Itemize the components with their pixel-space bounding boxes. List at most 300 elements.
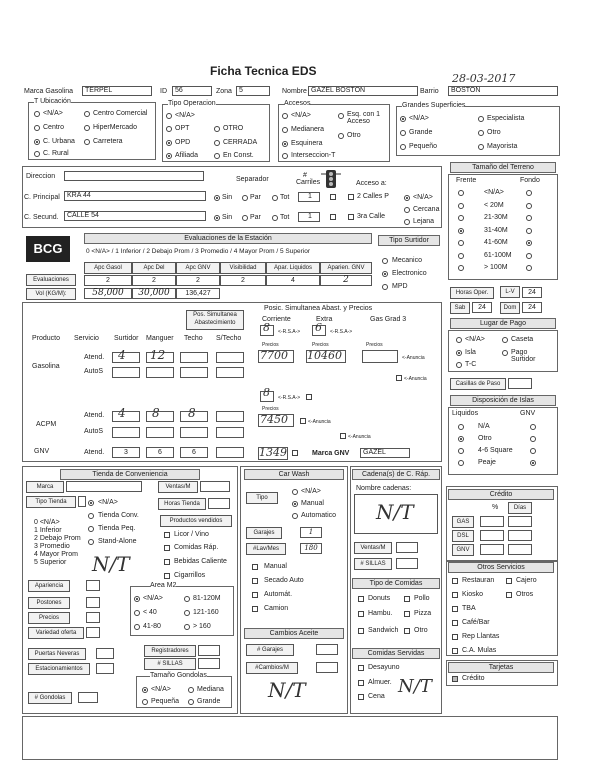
tipo-tienda-label: Tipo Tienda: [26, 496, 76, 508]
lv-label: L-V: [500, 286, 520, 298]
operacion-opd-radio[interactable]: [166, 140, 172, 146]
operacion-cerrada-label: CERRADA: [223, 139, 258, 146]
tres-calle-label: 3ra Calle: [357, 213, 386, 220]
area-41-radio[interactable]: [134, 624, 140, 630]
credito-gnv-label: GNV: [452, 544, 474, 556]
cadenas-sillas-label: # SILLAS: [354, 558, 392, 570]
ubicacion-urbana-radio[interactable]: [34, 139, 40, 145]
col-techo: Techo: [184, 335, 203, 342]
superficies-grande-radio[interactable]: [400, 130, 406, 136]
islas-title: Disposición de Islas: [450, 395, 556, 406]
carwash-manual-radio[interactable]: [292, 501, 298, 507]
ubicacion-hiper-label: HiperMercado: [93, 124, 137, 131]
islas-gnv-radio[interactable]: [530, 436, 536, 442]
otros-restauran-check[interactable]: [452, 578, 458, 584]
calle-secundaria-field[interactable]: CALLE 54: [64, 211, 206, 221]
zona-field[interactable]: 5: [236, 86, 270, 96]
precios-field[interactable]: [86, 612, 100, 623]
operacion-opt-radio[interactable]: [166, 126, 172, 132]
gasolina-precio-corriente-value: 7700: [260, 349, 288, 362]
dos-calles-check[interactable]: [348, 194, 354, 200]
credito-gnv-dias[interactable]: [508, 544, 532, 555]
tienda-tipo-stand-radio[interactable]: [88, 539, 94, 545]
carwash-opt-automat-check[interactable]: [252, 592, 258, 598]
accesos-esquinera-radio[interactable]: [282, 141, 288, 147]
tipo-tienda-field[interactable]: [78, 496, 86, 507]
tienda-scale-2: 2 Debajo Prom: [34, 535, 81, 542]
acceso-lejana-label: Lejana: [413, 218, 435, 225]
otros-cafe-label: Café/Bar: [462, 619, 490, 626]
ubicacion-carretera-radio[interactable]: [84, 139, 90, 145]
surtidor-mpd-radio[interactable]: [382, 284, 388, 290]
vol-gnv-field[interactable]: 136,427: [176, 288, 220, 299]
horas-tienda-field[interactable]: [208, 498, 230, 509]
casillas-paso-field[interactable]: [508, 378, 532, 389]
area-121-radio[interactable]: [184, 610, 190, 616]
eval-col-visibilidad: Visibilidad: [220, 262, 266, 274]
acceso-na-radio[interactable]: [404, 195, 410, 201]
principal-par-radio[interactable]: [242, 195, 248, 201]
casillas-paso-label: Casillas de Paso: [450, 378, 506, 390]
comida-sandwich-check[interactable]: [358, 628, 364, 634]
area-40-radio[interactable]: [134, 610, 140, 616]
gnv-anuncia-check[interactable]: [292, 450, 298, 456]
comida-hambu-check[interactable]: [358, 611, 364, 617]
carwash-na-radio[interactable]: [292, 489, 298, 495]
gasolina-autos-techo[interactable]: [180, 367, 208, 378]
acceso-lejana-radio[interactable]: [404, 219, 410, 225]
comida-donuts-label: Donuts: [368, 595, 391, 602]
islas-gnv-radio[interactable]: [530, 448, 536, 454]
pago-tc-radio[interactable]: [456, 362, 462, 368]
precios-label: Precios: [28, 612, 70, 624]
marca-gasolina-field[interactable]: TERPEL: [82, 86, 152, 96]
credito-gas-pct[interactable]: [480, 516, 504, 527]
acpm-anuncia2-check[interactable]: [340, 433, 346, 439]
otros-llantas-check[interactable]: [452, 634, 458, 640]
gnv-techo-field[interactable]: 6: [180, 447, 208, 458]
gnv-stecho-field[interactable]: [216, 447, 244, 458]
horas-tienda-label: Horas Tienda: [158, 498, 206, 510]
gondola-na-radio[interactable]: [142, 687, 148, 693]
carwash-auto-radio[interactable]: [292, 513, 298, 519]
terreno-fondo-radio[interactable]: [526, 228, 532, 234]
gasolina-anuncia-check[interactable]: [396, 375, 402, 381]
operacion-enconst-radio[interactable]: [214, 153, 220, 159]
cadenas-sillas-field[interactable]: [396, 558, 418, 569]
estacionamientos-label: Estacionamientos: [28, 663, 90, 675]
otros-tba-check[interactable]: [452, 606, 458, 612]
id-field[interactable]: 56: [172, 86, 212, 96]
terreno-option-label: 41-60M: [484, 239, 508, 246]
eval-value-apar-liquidos[interactable]: 4: [266, 275, 320, 286]
islas-option-label: 4-6 Square: [478, 447, 513, 454]
gasolina-precio2-label: Precios: [312, 342, 329, 348]
acpm-autos-stecho[interactable]: [216, 427, 244, 438]
acpm-autos-label: AutoS: [84, 428, 104, 435]
postones-field[interactable]: [86, 597, 100, 608]
credito-pct-label: %: [492, 504, 499, 511]
islas-option-label: N/A: [478, 423, 490, 430]
secundaria-sin-radio[interactable]: [214, 215, 220, 221]
acpm-atend-label: Atend.: [84, 412, 105, 419]
accesos-medianera-radio[interactable]: [282, 127, 288, 133]
otros-cajero-check[interactable]: [506, 578, 512, 584]
tarjeta-credito-check[interactable]: [452, 676, 458, 682]
desayuno-check[interactable]: [358, 665, 364, 671]
notes-box[interactable]: [22, 716, 558, 760]
gasolina-techo-cell[interactable]: [180, 352, 208, 363]
islas-gnv-radio[interactable]: [530, 460, 536, 466]
operacion-afiliada-label: Afiliada: [175, 152, 198, 159]
acceso-cercana-radio[interactable]: [404, 207, 410, 213]
superficies-otro-radio[interactable]: [478, 130, 484, 136]
islas-liquidos-radio[interactable]: [458, 436, 464, 442]
surtidor-mecanico-radio[interactable]: [382, 258, 388, 264]
estacionamientos-field[interactable]: [96, 663, 114, 674]
carwash-opt-automat-label: Automát.: [264, 591, 293, 598]
operacion-afiliada-radio[interactable]: [166, 153, 172, 159]
gasolina-autos-label: AutoS: [84, 368, 104, 375]
acpm-rsa-check[interactable]: [306, 394, 312, 400]
sab-field[interactable]: 24: [472, 302, 492, 313]
acpm-surtidor-value: 4: [118, 406, 126, 420]
gasolina-autos-surtidor[interactable]: [112, 367, 140, 378]
registradores-label: Registradores: [144, 645, 196, 657]
pago-caseta-radio[interactable]: [502, 337, 508, 343]
secundaria-tot-radio[interactable]: [272, 215, 278, 221]
gondola-mediana-label: Mediana: [197, 686, 224, 693]
registradores-field[interactable]: [198, 645, 220, 656]
comida-pollo-check[interactable]: [404, 596, 410, 602]
islas-liquidos-radio[interactable]: [458, 424, 464, 430]
terreno-frente-radio[interactable]: [458, 215, 464, 221]
cambios-cambios-field[interactable]: [316, 662, 338, 673]
credito-gas-label: GAS: [452, 516, 474, 528]
gondola-na-label: <N/A>: [151, 686, 171, 693]
col-surtidor: Surtidor: [114, 335, 139, 342]
ubicacion-urbana-label: C. Urbana: [43, 138, 75, 145]
carwash-garajes-label: Garajes: [246, 527, 282, 539]
terreno-fondo-radio[interactable]: [526, 215, 532, 221]
credito-gas-dias[interactable]: [508, 516, 532, 527]
carwash-lav-field[interactable]: 180: [300, 543, 322, 554]
ubicacion-rural-radio[interactable]: [34, 151, 40, 157]
superficies-grande-label: Grande: [409, 129, 433, 136]
pago-na-label: <N/A>: [465, 336, 485, 343]
almuerzo-check[interactable]: [358, 680, 364, 686]
nombre-cadenas-label: Nombre cadenas:: [356, 485, 412, 492]
credito-dsl-pct[interactable]: [480, 530, 504, 541]
gasolina-atend-label: Atend.: [84, 354, 105, 361]
postones-label: Postones: [28, 597, 70, 609]
superficies-mayorista-radio[interactable]: [478, 144, 484, 150]
gasolina-pos2-value: 6: [315, 321, 322, 334]
acceso-cercana-label: Cercana: [413, 206, 440, 213]
islas-liquidos-radio[interactable]: [458, 460, 464, 466]
otros-cajero-label: Cajero: [516, 577, 537, 584]
principal-tot-radio[interactable]: [272, 195, 278, 201]
tienda-scale-3: 3 Promedio: [34, 543, 70, 550]
eval-col-apc-del: Apc Del: [132, 262, 176, 274]
superficies-na-label: <N/A>: [409, 115, 429, 122]
terreno-fondo-radio[interactable]: [526, 190, 532, 196]
superficies-mayorista-label: Mayorista: [487, 143, 518, 150]
terreno-frente-radio[interactable]: [458, 228, 464, 234]
comida-otro-check[interactable]: [404, 628, 410, 634]
pago-isla-radio[interactable]: [456, 350, 462, 356]
acpm-manguer-cell[interactable]: [146, 411, 174, 422]
acpm-techo-value: 8: [188, 406, 196, 420]
gnv-surtidor-field[interactable]: 3: [112, 447, 140, 458]
frente-label: Frente: [456, 177, 477, 184]
carwash-opt-manual-check[interactable]: [252, 564, 258, 570]
gasolina-autos-stecho[interactable]: [216, 367, 244, 378]
accesos-interseccion-radio[interactable]: [282, 153, 288, 159]
principal-check-a[interactable]: [330, 194, 336, 200]
otros-kiosko-check[interactable]: [452, 592, 458, 598]
tamano-gondolas-title: Tamaño Gondolas: [150, 672, 207, 679]
principal-carriles-field[interactable]: 1: [298, 192, 320, 202]
carwash-garajes-field[interactable]: 1: [300, 527, 322, 538]
posic-simultanea-label: Posic. Simultanea Abast. y Precios: [264, 305, 373, 312]
area-title: Area M2: [150, 582, 177, 589]
eval-value-apc-gnv[interactable]: 2: [176, 275, 220, 286]
terreno-fondo-radio[interactable]: [526, 265, 532, 271]
operacion-cerrada-radio[interactable]: [214, 140, 220, 146]
accesos-interseccion-label: Interseccion-T: [291, 152, 336, 159]
islas-gnv-label: GNV: [520, 410, 536, 417]
ubicacion-na-radio[interactable]: [34, 111, 40, 117]
gasolina-anuncia-label: <-Anuncia: [402, 355, 425, 361]
direccion-field[interactable]: [64, 171, 204, 181]
tres-calle-check[interactable]: [348, 214, 354, 220]
superficies-pequeno-radio[interactable]: [400, 144, 406, 150]
superficies-especialista-radio[interactable]: [478, 116, 484, 122]
accesos-esq1-label: Esq. con 1 Acceso: [347, 111, 381, 125]
eval-value-visibilidad[interactable]: 2: [220, 275, 266, 286]
surtidor-electronico-radio[interactable]: [382, 271, 388, 277]
vol-gasolina-field[interactable]: 58,000: [84, 288, 132, 299]
area-na-radio[interactable]: [134, 596, 140, 602]
area-81-radio[interactable]: [184, 596, 190, 602]
accesos-title: Accesos: [284, 100, 311, 107]
cambios-garajes-field[interactable]: [316, 644, 338, 655]
gasolina-surtidor-cell[interactable]: [112, 352, 140, 363]
gnv-label: GNV: [34, 448, 50, 455]
col-servicio: Servicio: [74, 335, 99, 342]
gondola-mediana-radio[interactable]: [188, 687, 194, 693]
tienda-marca-field[interactable]: [66, 481, 142, 492]
secundaria-carriles-field[interactable]: 1: [298, 212, 320, 222]
vol-acpm-field[interactable]: 30,000: [132, 288, 176, 299]
prod-licor-check[interactable]: [164, 532, 170, 538]
ubicacion-hiper-radio[interactable]: [84, 125, 90, 131]
gasolina-manguer-value: 12: [150, 348, 166, 362]
carwash-opt-secado-label: Secado Auto: [264, 577, 304, 584]
pago-surtidor-radio[interactable]: [502, 350, 508, 356]
gasolina-label: Gasolina: [32, 363, 60, 370]
superficies-pequeno-label: Pequeño: [409, 143, 438, 150]
eval-col-apar-liquidos: Apar. Liquidos: [266, 262, 320, 274]
comida-donuts-check[interactable]: [358, 596, 364, 602]
operacion-na-radio[interactable]: [166, 113, 172, 119]
ubicacion-carretera-label: Carretera: [93, 138, 123, 145]
principal-tot-label: Tot: [280, 194, 290, 201]
gnv-manguer-field[interactable]: 6: [146, 447, 174, 458]
tienda-tipo-na-radio[interactable]: [88, 500, 94, 506]
calle-principal-label: C. Principal: [24, 194, 60, 201]
acpm-stecho-cell[interactable]: [216, 411, 244, 422]
variedad-field[interactable]: [86, 627, 100, 638]
dom-label: Dom: [500, 302, 520, 314]
otros-restauran-label: Restauran: [462, 577, 495, 584]
carwash-opt-manual-label: Manual: [264, 563, 287, 570]
operacion-otro-radio[interactable]: [214, 126, 220, 132]
ubicacion-centro-radio[interactable]: [34, 125, 40, 131]
tienda-tipo-peq-radio[interactable]: [88, 526, 94, 532]
islas-option-label: Otro: [478, 435, 492, 442]
islas-liquidos-label: Liquidos: [452, 410, 479, 417]
tienda-ventas-label: Ventas/M: [158, 481, 198, 493]
principal-sin-radio[interactable]: [214, 195, 220, 201]
secundaria-check-a[interactable]: [330, 214, 336, 220]
terreno-frente-radio[interactable]: [458, 253, 464, 259]
tienda-scale-0: 0 <N/A>: [34, 519, 60, 526]
variedad-label: Variedad oferta: [28, 627, 84, 639]
horas-oper-label: Horas Oper.: [450, 287, 494, 299]
cena-label: Cena: [368, 693, 385, 700]
pago-caseta-label: Caseta: [511, 336, 534, 343]
islas-liquidos-radio[interactable]: [458, 448, 464, 454]
dom-field[interactable]: 24: [522, 302, 542, 313]
carwash-title: Car Wash: [244, 469, 344, 480]
col-producto: Producto: [32, 335, 61, 342]
terreno-fondo-radio[interactable]: [526, 253, 532, 259]
acpm-anuncia-check[interactable]: [300, 418, 306, 424]
terreno-frente-radio[interactable]: [458, 203, 464, 209]
prod-comidas-check[interactable]: [164, 545, 170, 551]
accesos-otro-radio[interactable]: [338, 133, 344, 139]
apariencia-label: Apariencia: [28, 580, 70, 592]
comida-pizza-check[interactable]: [404, 611, 410, 617]
area-81-label: 81-120M: [193, 595, 221, 602]
terreno-option-label: 61-100M: [484, 251, 512, 259]
puertas-field[interactable]: [96, 648, 114, 659]
terreno-frente-radio[interactable]: [458, 240, 464, 246]
marca-gnv-field[interactable]: GAZEL: [360, 448, 410, 458]
almuerzo-label: Almuer.: [368, 679, 392, 686]
carwash-opt-secado-check[interactable]: [252, 578, 258, 584]
cena-check[interactable]: [358, 694, 364, 700]
surtidor-electronico-label: Electronico: [392, 270, 427, 277]
principal-sin-label: Sin: [222, 194, 233, 201]
otros-otros-check[interactable]: [506, 592, 512, 598]
fondo-label: Fondo: [520, 177, 540, 184]
carwash-manual-label: Manual: [301, 500, 324, 507]
lv-field[interactable]: 24: [522, 287, 542, 298]
acpm-autos-techo[interactable]: [180, 427, 208, 438]
otros-tba-label: TBA: [462, 605, 476, 612]
evaluaciones-row-label: Evaluaciones: [26, 274, 76, 286]
barrio-field[interactable]: BOSTON: [448, 86, 558, 96]
prod-bebidas-check[interactable]: [164, 559, 170, 565]
apariencia-field[interactable]: [86, 580, 100, 591]
operacion-enconst-label: En Const.: [223, 152, 254, 159]
otros-mulas-check[interactable]: [452, 648, 458, 654]
prod-cigarrillos-check[interactable]: [164, 573, 170, 579]
nombre-field[interactable]: GAZEL BOSTON: [308, 86, 418, 96]
carwash-opt-camion-check[interactable]: [252, 606, 258, 612]
gasolina-precio-gasgrad[interactable]: [362, 350, 398, 363]
tienda-sillas-field[interactable]: [198, 658, 220, 669]
ubicacion-ccomercial-radio[interactable]: [84, 111, 90, 117]
handwritten-date: 28-03-2017: [452, 72, 516, 85]
calle-principal-field[interactable]: KRA 44: [64, 191, 206, 201]
gasolina-rsa-label: <-R.S.A->: [278, 329, 301, 335]
ubicacion-na-label: <N/A>: [43, 110, 63, 117]
comida-hambu-label: Hambu.: [368, 610, 393, 617]
islas-gnv-radio[interactable]: [530, 424, 536, 430]
secundaria-par-radio[interactable]: [242, 215, 248, 221]
terreno-frente-radio[interactable]: [458, 190, 464, 196]
operacion-opd-label: OPD: [175, 139, 191, 146]
gasolina-autos-manguer[interactable]: [146, 367, 174, 378]
accesos-na-radio[interactable]: [282, 113, 288, 119]
eval-col-aparien-gnv: Aparien. GNV: [320, 262, 372, 274]
tienda-sillas-label: # SILLAS: [144, 658, 196, 670]
eval-value-apc-del[interactable]: 2: [132, 275, 176, 286]
cadenas-ventas-field[interactable]: [396, 542, 418, 553]
islas-option-label: Peaje: [478, 459, 496, 466]
tienda-tipo-conv-label: Tienda Conv.: [98, 512, 139, 519]
credito-dsl-dias[interactable]: [508, 530, 532, 541]
prod-licor-label: Licor / Vino: [174, 531, 209, 538]
gasolina-stecho-cell[interactable]: [216, 352, 244, 363]
terreno-fondo-radio[interactable]: [526, 240, 532, 246]
evaluaciones-title: Evaluaciones de la Estación: [84, 233, 372, 244]
gondola-grande-radio[interactable]: [188, 699, 194, 705]
ubicacion-centro-label: Centro: [43, 124, 65, 131]
gondolas-field[interactable]: [78, 692, 98, 703]
gondola-pequena-radio[interactable]: [142, 699, 148, 705]
pago-na-radio[interactable]: [456, 337, 462, 343]
acpm-autos-manguer[interactable]: [146, 427, 174, 438]
otros-cafe-check[interactable]: [452, 620, 458, 626]
terreno-fondo-radio[interactable]: [526, 203, 532, 209]
acpm-autos-surtidor[interactable]: [112, 427, 140, 438]
eval-value-apc-gasol[interactable]: 2: [84, 275, 132, 286]
vol-label: Vol (KG/M):: [26, 288, 76, 300]
superficies-na-radio[interactable]: [400, 116, 406, 122]
tienda-ventas-field[interactable]: [200, 481, 230, 492]
credito-gnv-pct[interactable]: [480, 544, 504, 555]
acpm-precio-value: 7450: [260, 413, 288, 426]
accesos-esq1-radio[interactable]: [338, 113, 344, 119]
operacion-na-label: <N/A>: [175, 112, 195, 119]
direccion-label: Direccion: [26, 173, 56, 180]
area-160-radio[interactable]: [184, 624, 190, 630]
gondola-grande-label: Grande: [197, 698, 221, 705]
tienda-title: Tienda de Conveniencia: [60, 469, 200, 480]
comida-otro-label: Otro: [414, 627, 428, 634]
tienda-tipo-conv-radio[interactable]: [88, 513, 94, 519]
terreno-frente-radio[interactable]: [458, 265, 464, 271]
tarjeta-credito-label: Crédito: [462, 675, 485, 682]
acpm-surtidor-cell[interactable]: [112, 411, 140, 422]
eval-value-aparien-gnv[interactable]: 2: [320, 275, 372, 286]
otros-mulas-label: C.A. Mulas: [462, 647, 497, 654]
